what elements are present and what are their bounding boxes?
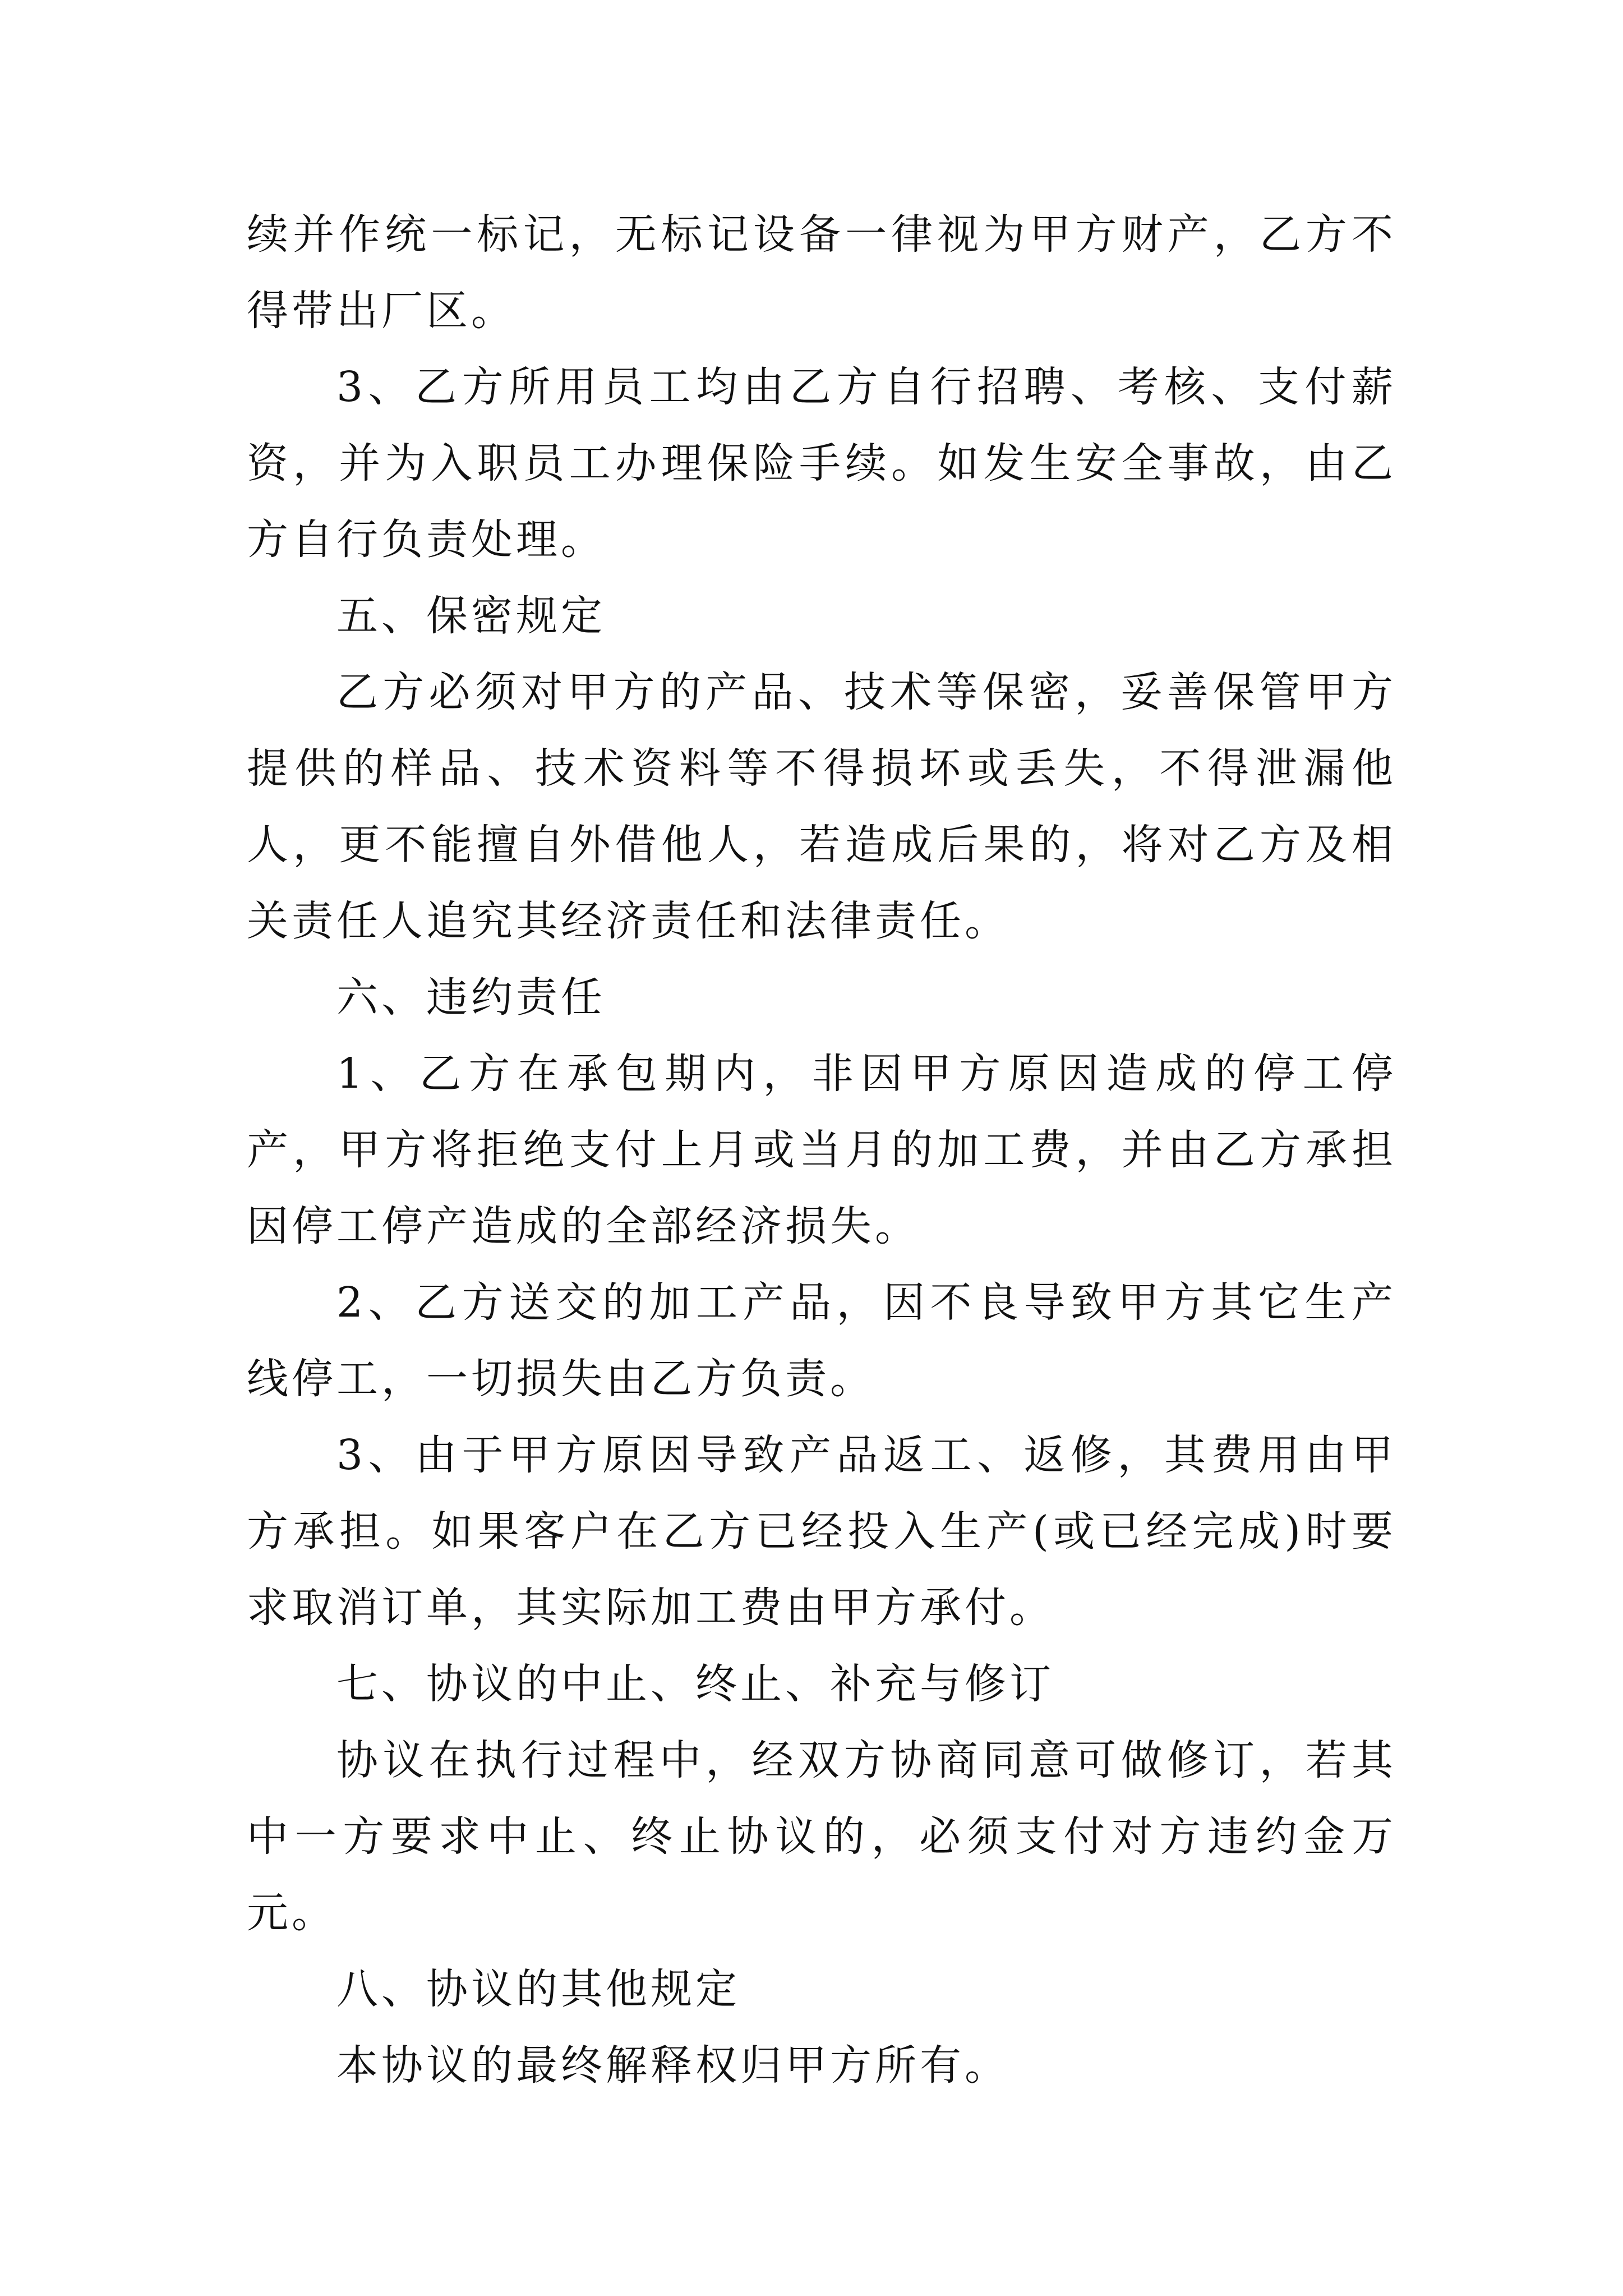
paragraph-breach-1: 1、乙方在承包期内，非因甲方原因造成的停工停产，甲方将拒绝支付上月或当月的加工费，并由乙方承担因停工停产造成的全部经济损失。 <box>247 1050 1396 1250</box>
paragraph-other: 本协议的最终解释权归甲方所有。 <box>336 2041 1009 2090</box>
document-body <box>247 196 1396 2104</box>
section-heading-confidentiality: 五、保密规定 <box>336 592 606 640</box>
paragraph-continued: 续并作统一标记，无标记设备一律视为甲方财产，乙方不得带出厂区。 <box>247 210 1396 335</box>
paragraph-confidentiality: 乙方必须对甲方的产品、技术等保密，妥善保管甲方提供的样品、技术资料等不得损坏或丢失，不得泄漏他人，更不能擅自外借他人，若造成后果的，将对乙方及相关责任人追究其经济责任和法律责任。 <box>247 668 1396 945</box>
paragraph-breach-2: 2、乙方送交的加工产品，因不良导致甲方其它生产线停工，一切损失由乙方负责。 <box>247 1278 1396 1403</box>
section-heading-breach: 六、违约责任 <box>336 973 606 1022</box>
paragraph-breach-3: 3、由于甲方原因导致产品返工、返修，其费用由甲方承担。如果客户在乙方已经投入生产(或已经完成)时要求取消订单，其实际加工费由甲方承付。 <box>247 1431 1396 1632</box>
section-heading-other: 八、协议的其他规定 <box>336 1965 740 2013</box>
paragraph-amendment: 协议在执行过程中，经双方协商同意可做修订，若其中一方要求中止、终止协议的，必须支付对方违约金万元。 <box>247 1736 1396 1937</box>
section-heading-amendment: 七、协议的中止、终止、补充与修订 <box>336 1660 1054 1708</box>
paragraph-employees: 3、乙方所用员工均由乙方自行招聘、考核、支付薪资，并为入职员工办理保险手续。如发生安全事故，由乙方自行负责处理。 <box>247 363 1396 564</box>
